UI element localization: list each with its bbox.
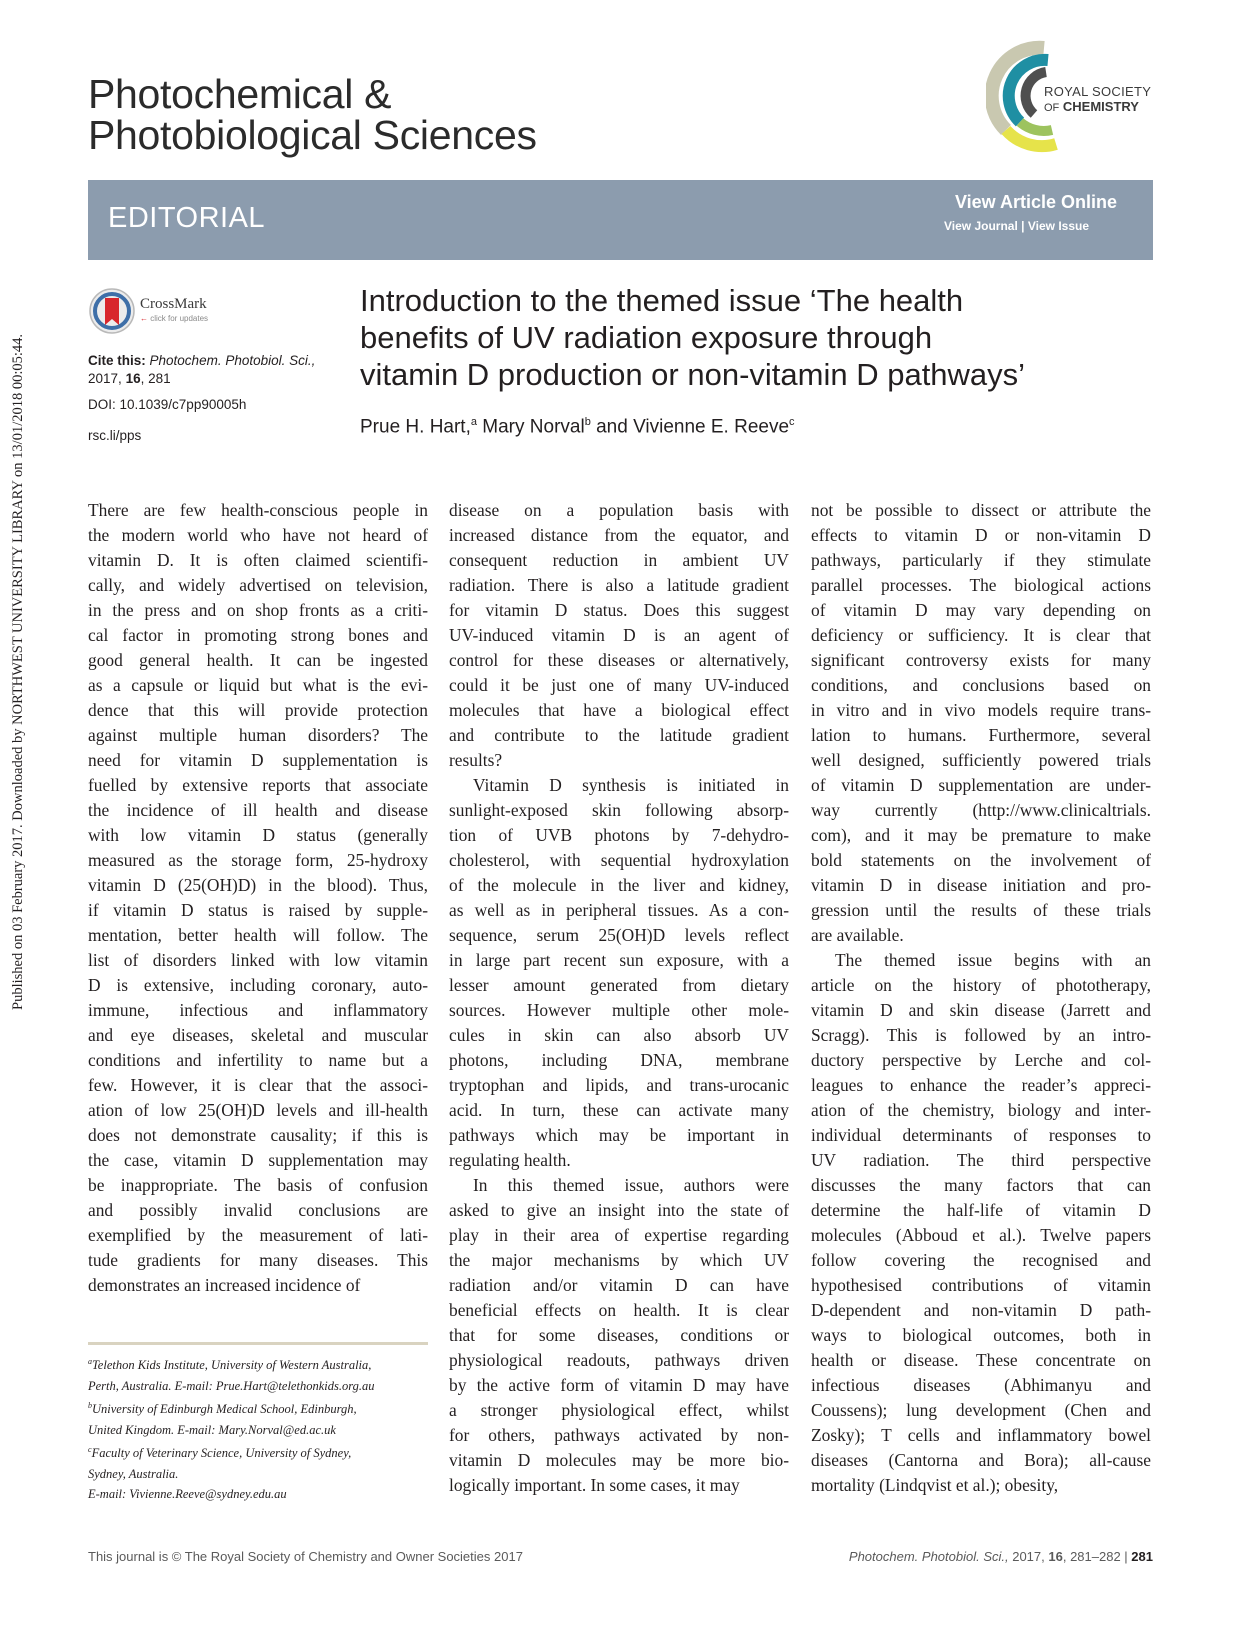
view-links: [944, 219, 1089, 233]
body-text-line: demonstrates an increased incidence of: [88, 1275, 361, 1295]
copyright-footer: This journal is © The Royal Society of Chemistry and Owner Societies 2017: [88, 1549, 523, 1564]
body-text-line: pathways which may be important in: [449, 1125, 789, 1145]
article-title: [360, 282, 1150, 393]
body-text-line: of vitamin D supplementation are under-: [811, 775, 1151, 795]
body-text-line: by the active form of vitamin D may have: [449, 1375, 789, 1395]
body-text-line: Vitamin D synthesis is initiated in: [473, 775, 789, 795]
body-text-line: beneficial effects on health. It is clear: [449, 1300, 789, 1320]
body-text-line: dence that this will provide protection: [88, 700, 428, 720]
rsc-logo-of: OF: [1044, 102, 1060, 114]
body-text-line: in the press and on shop fronts as a criti-: [88, 600, 428, 620]
affiliation-c-email: E-mail: Vivienne.Reeve@sydney.edu.au: [88, 1487, 287, 1502]
body-text-line: sequence, serum 25(OH)D levels reflect: [449, 925, 789, 945]
view-journal-link[interactable]: View Journal: [944, 219, 1018, 233]
body-text-line: disease on a population basis with: [449, 500, 789, 520]
body-text-line: deficiency or sufficiency. It is clear that: [811, 625, 1151, 645]
cite-page: , 281: [140, 371, 171, 386]
affiliation-a: $^a$Telethon Kids Institute, University of Western Australia,: [88, 1357, 372, 1373]
body-text-line: radiation. There is also a latitude gradient: [449, 575, 789, 595]
body-text-line: mortality (Lindqvist et al.); obesity,: [811, 1475, 1059, 1495]
body-text-line: UV radiation. The third perspective: [811, 1150, 1151, 1170]
rsc-logo[interactable]: [986, 38, 1156, 154]
body-text-line: vitamin D and skin disease (Jarrett and: [811, 1000, 1151, 1020]
page-number: 281: [1131, 1549, 1153, 1564]
footer-year: 2017,: [1008, 1549, 1049, 1564]
body-column-1: [88, 498, 428, 1298]
body-text-line: way currently (http://www.clinicaltrials.: [811, 800, 1151, 820]
article-title-line: vitamin D production or non-vitamin D pathways’: [360, 357, 1026, 392]
view-article-online-link[interactable]: View Article Online: [954, 192, 1117, 212]
body-text-line: logically important. In some cases, it may: [449, 1475, 740, 1495]
body-text-line: tude gradients for many diseases. This: [88, 1250, 428, 1270]
body-text-line: sunlight-exposed skin following absorp-: [449, 800, 789, 820]
view-issue-link[interactable]: View Issue: [1027, 219, 1090, 233]
rsc-logo-line2: CHEMISTRY: [1062, 99, 1139, 114]
body-text-line: in vitro and in vivo models require trans-: [811, 700, 1151, 720]
body-text-line: Coussens); lung development (Chen and: [811, 1400, 1151, 1420]
body-text-line: sources. However multiple other mole-: [449, 1000, 789, 1020]
view-links-separator: |: [1021, 219, 1025, 233]
body-text-line: significant controversy exists for many: [811, 650, 1151, 670]
body-text-line: lesser amount generated from dietary: [449, 975, 789, 995]
article-title-line: benefits of UV radiation exposure through: [360, 320, 933, 355]
footer-journal: Photochem. Photobiol. Sci.,: [848, 1549, 1009, 1564]
journal-title: [88, 71, 537, 158]
body-text-line: vitamin D molecules may be more bio-: [449, 1450, 789, 1470]
author-list: [360, 416, 795, 438]
body-text-line: Zosky); T cells and inflammatory bowel: [811, 1425, 1151, 1445]
body-text-line: need for vitamin D supplementation is: [88, 750, 428, 770]
body-text-line: play in their area of expertise regarding: [449, 1225, 789, 1245]
article-type-banner: [88, 180, 1153, 260]
body-text-line: results?: [449, 750, 503, 770]
body-text-line: against multiple human disorders? The: [88, 725, 428, 745]
body-column-2: [449, 498, 789, 1498]
affiliation-c-cont: Sydney, Australia.: [88, 1466, 179, 1481]
body-text-line: photons, including DNA, membrane: [449, 1050, 789, 1070]
article-title-line: Introduction to the themed issue ‘The health: [360, 283, 964, 318]
body-text-line: molecules that have a biological effect: [449, 700, 789, 720]
body-text-line: ation of the chemistry, biology and inter-: [811, 1100, 1151, 1120]
body-text-line: mentation, better health will follow. The: [88, 925, 428, 945]
author-name: Mary Norval: [477, 416, 585, 438]
body-text-line: as well as in peripheral tissues. As a con-: [449, 900, 789, 920]
body-text-line: There are few health-conscious people in: [88, 500, 428, 520]
body-text-line: with low vitamin D status (generally: [88, 825, 428, 845]
affiliations: [88, 1352, 433, 1505]
body-text-line: molecules (Abboud et al.). Twelve papers: [811, 1225, 1151, 1245]
footer-separator: |: [1120, 1549, 1132, 1564]
body-text-line: immune, infectious and inflammatory: [88, 1000, 428, 1020]
body-text-line: increased distance from the equator, and: [449, 525, 789, 545]
journal-title-line2: Photobiological Sciences: [88, 112, 537, 158]
doi[interactable]: DOI: 10.1039/c7pp90005h: [88, 397, 247, 412]
body-text-line: The themed issue begins with an: [835, 950, 1151, 970]
short-link[interactable]: rsc.li/pps: [88, 428, 142, 443]
body-text-line: follow covering the recognised and: [811, 1250, 1151, 1270]
body-text-line: health or disease. These concentrate on: [811, 1350, 1151, 1370]
body-text-line: asked to give an insight into the state of: [449, 1200, 789, 1220]
body-text-line: cally, and widely advertised on television,: [88, 575, 428, 595]
body-text-line: tryptophan and lipids, and trans-urocanic: [449, 1075, 789, 1095]
body-text-line: of the molecule in the liver and kidney,: [449, 875, 789, 895]
body-text-line: control for these diseases or alternatively,: [449, 650, 789, 670]
body-text-line: of vitamin D may vary depending on: [811, 600, 1151, 620]
body-text-line: UV-induced vitamin D is an agent of: [449, 625, 789, 645]
body-text-line: ways to biological outcomes, both in: [811, 1325, 1151, 1345]
cite-label: Cite this:: [88, 353, 146, 368]
cite-volume: 16: [125, 371, 141, 386]
body-text-line: acid. In turn, these can activate many: [449, 1100, 789, 1120]
body-text-line: Scragg). This is followed by an intro-: [811, 1025, 1151, 1045]
body-text-line: determine the half-life of vitamin D: [811, 1200, 1151, 1220]
body-text-line: for vitamin D status. Does this suggest: [449, 600, 789, 620]
affiliation-b-cont: United Kingdom. E-mail: Mary.Norval@ed.ac.uk: [88, 1422, 336, 1437]
cite-journal: Photochem. Photobiol. Sci.,: [149, 353, 316, 368]
body-text-line: for others, pathways activated by non-: [449, 1425, 789, 1445]
body-text-line: parallel processes. The biological actions: [811, 575, 1151, 595]
body-text-line: consequent reduction in ambient UV: [449, 550, 789, 570]
rsc-logo-line1: ROYAL SOCIETY: [1044, 84, 1152, 99]
body-text-line: tion of UVB photons by 7-dehydro-: [449, 825, 789, 845]
body-text-line: and possibly invalid conclusions are: [88, 1200, 428, 1220]
footer-pages: , 281–282: [1062, 1549, 1121, 1564]
body-text-line: fuelled by extensive reports that associate: [88, 775, 428, 795]
body-text-line: if vitamin D status is raised by supple-: [88, 900, 428, 920]
journal-title-line1: Photochemical &: [88, 71, 392, 117]
body-text-line: well designed, sufficiently powered trials: [811, 750, 1151, 770]
body-text-line: ductory perspective by Lerche and col-: [811, 1050, 1151, 1070]
affiliation-c: $^c$Faculty of Veterinary Science, University of Sydney,: [88, 1445, 352, 1461]
body-text-line: individual determinants of responses to: [811, 1125, 1151, 1145]
body-text-line: bold statements on the involvement of: [811, 850, 1151, 870]
body-text-line: cules in skin can also absorb UV: [449, 1025, 789, 1045]
body-text-line: conditions, and conclusions based on: [811, 675, 1151, 695]
body-text-line: vitamin D (25(OH)D) in the blood). Thus,: [88, 875, 428, 895]
body-text-line: diseases (Cantorna and Bora); all-cause: [811, 1450, 1151, 1470]
body-text-line: ation of low 25(OH)D levels and ill-health: [88, 1100, 428, 1120]
body-text-line: com), and it may be premature to make: [811, 825, 1151, 845]
article-type-label: EDITORIAL: [108, 202, 266, 234]
body-text-line: cal factor in promoting strong bones and: [88, 625, 428, 645]
body-text-line: radiation and/or vitamin D can have: [449, 1275, 789, 1295]
body-text-line: vitamin D in disease initiation and pro-: [811, 875, 1151, 895]
body-text-line: pathways, particularly if they stimulate: [811, 550, 1151, 570]
body-text-line: infectious diseases (Abhimanyu and: [811, 1375, 1151, 1395]
arrow-left-icon: ←: [140, 314, 148, 323]
body-text-line: and contribute to the latitude gradient: [449, 725, 789, 745]
body-text-line: exemplified by the measurement of lati-: [88, 1225, 428, 1245]
body-text-line: the modern world who have not heard of: [88, 525, 428, 545]
body-text-line: effects to vitamin D or non-vitamin D: [811, 525, 1151, 545]
body-text-line: does not demonstrate causality; if this is: [88, 1125, 428, 1145]
body-text-line: vitamin D. It is often claimed scientifi-: [88, 550, 428, 570]
body-text-line: regulating health.: [449, 1150, 571, 1170]
body-text-line: in large part recent sun exposure, with a: [449, 950, 789, 970]
body-text-line: not be possible to dissect or attribute the: [811, 500, 1151, 520]
crossmark-icon: [88, 287, 136, 335]
body-text-line: lation to humans. Furthermore, several: [811, 725, 1151, 745]
body-text-line: physiological readouts, pathways driven: [449, 1350, 789, 1370]
crossmark-badge[interactable]: [88, 287, 228, 339]
citation: [88, 352, 348, 388]
author-name: Prue H. Hart,: [360, 416, 471, 438]
body-text-line: hypothesised contributions of vitamin: [811, 1275, 1151, 1295]
body-text-line: gression until the results of these trials: [811, 900, 1151, 920]
author-name: and Vivienne E. Reeve: [590, 416, 790, 438]
rsc-logo-text: [1044, 84, 1151, 116]
body-text-line: D is extensive, including coronary, auto-: [88, 975, 428, 995]
footer-volume: 16: [1048, 1549, 1063, 1564]
crossmark-label: CrossMark: [140, 296, 207, 312]
citation-footer: [849, 1549, 1153, 1564]
body-text-line: discusses the many factors that can: [811, 1175, 1151, 1195]
body-text-line: and eye diseases, skeletal and muscular: [88, 1025, 428, 1045]
body-text-line: are available.: [811, 925, 904, 945]
body-text-line: that for some diseases, conditions or: [449, 1325, 789, 1345]
body-text-line: leagues to enhance the reader’s appreci-: [811, 1075, 1151, 1095]
body-text-line: list of disorders linked with low vitamin: [88, 950, 428, 970]
body-text-line: article on the history of phototherapy,: [811, 975, 1151, 995]
body-text-line: measured as the storage form, 25-hydroxy: [88, 850, 428, 870]
body-text-line: good general health. It can be ingested: [88, 650, 428, 670]
body-text-line: the major mechanisms by which UV: [449, 1250, 789, 1270]
body-text-line: the case, vitamin D supplementation may: [88, 1150, 428, 1170]
crossmark-sublabel: ← click for updates: [140, 314, 209, 323]
author-affiliation-mark: a: [470, 416, 477, 428]
body-text-line: cholesterol, with sequential hydroxylation: [449, 850, 789, 870]
author-affiliation-mark: c: [789, 416, 795, 428]
body-text-line: conditions and infertility to name but a: [88, 1050, 428, 1070]
body-text-line: be inappropriate. The basis of confusion: [88, 1175, 428, 1195]
affiliation-a-cont: Perth, Australia. E-mail: Prue.Hart@telethonkids.org.au: [88, 1378, 375, 1393]
body-text-line: few. However, it is clear that the associ-: [88, 1075, 428, 1095]
body-text-line: as a capsule or liquid but what is the evi-: [88, 675, 428, 695]
body-text-line: In this themed issue, authors were: [473, 1175, 789, 1195]
body-text-line: could it be just one of many UV-induced: [449, 675, 789, 695]
affiliation-b: $^b$University of Edinburgh Medical School, Edinburgh,: [88, 1401, 357, 1417]
body-text-line: D-dependent and non-vitamin D path-: [811, 1300, 1151, 1320]
author-affiliation-mark: b: [584, 416, 591, 428]
footnote-divider: [88, 1342, 428, 1345]
body-text-line: the incidence of ill health and disease: [88, 800, 428, 820]
download-watermark: Published on 03 February 2017. Downloaded by NORTHWEST UNIVERSITY LIBRARY on 13/01/2018 00:05:44.: [10, 333, 26, 1010]
body-column-3: [811, 498, 1151, 1498]
cite-year: 2017,: [88, 371, 122, 386]
body-text-line: a stronger physiological effect, whilst: [449, 1400, 789, 1420]
